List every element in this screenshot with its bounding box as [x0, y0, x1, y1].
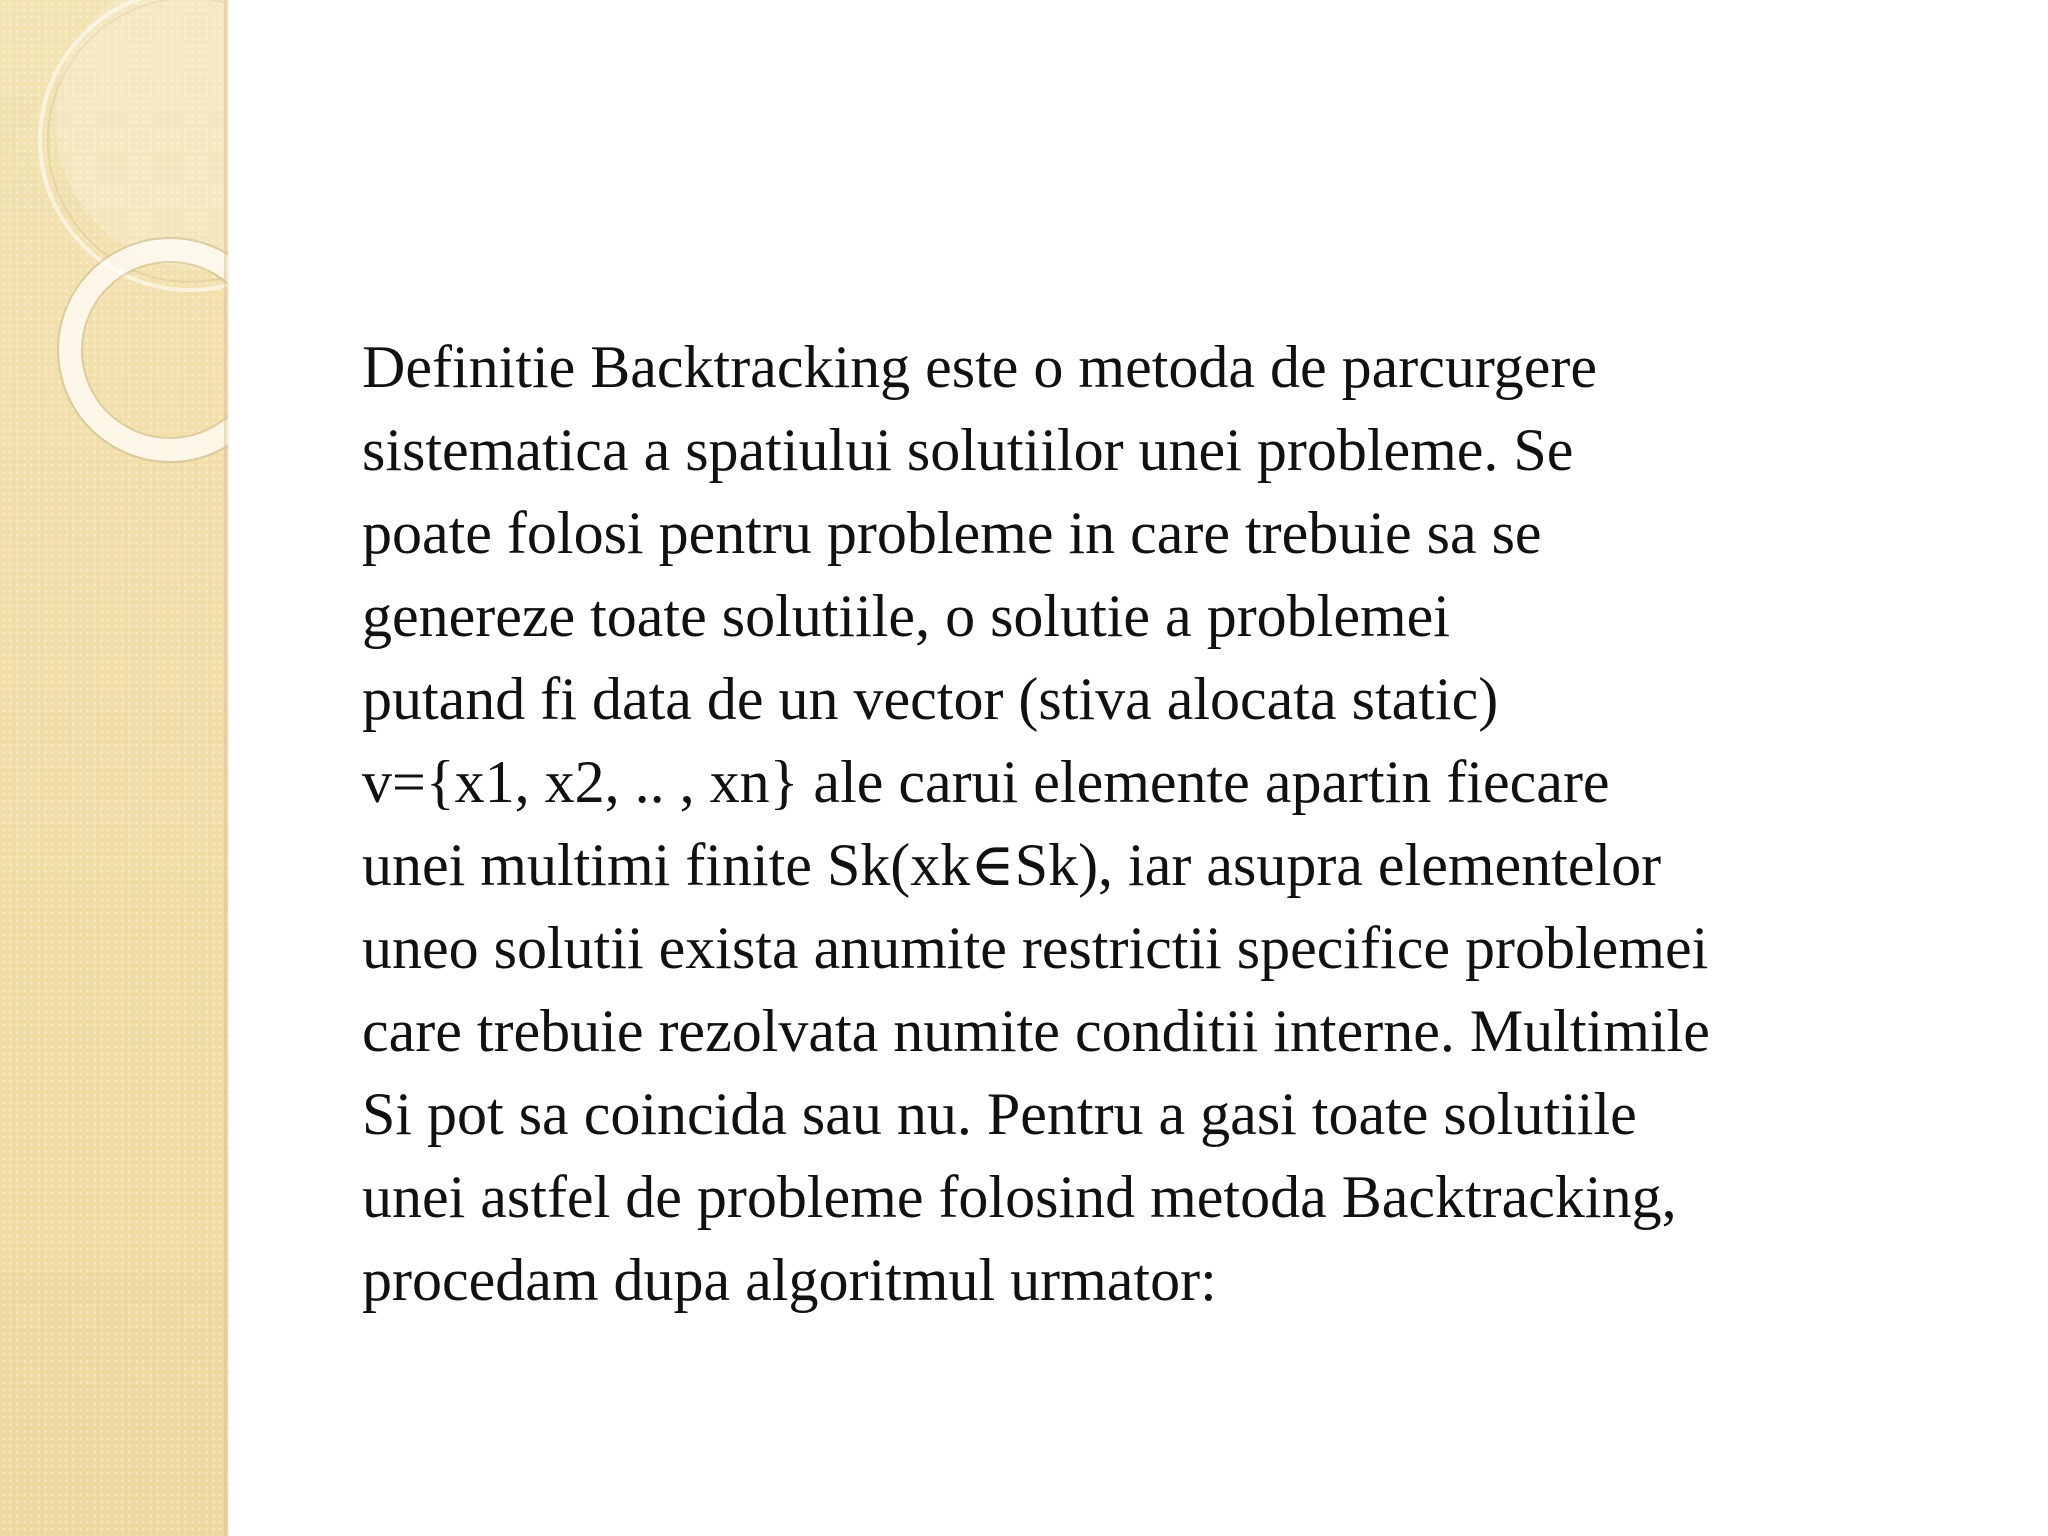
body-line: Definitie Backtracking este o metoda de parcurgere	[362, 334, 1598, 400]
body-line: care trebuie rezolvata numite conditii interne. Multimile	[362, 998, 1710, 1064]
ring-decoration	[70, 250, 228, 450]
body-line: v={x1, x2, .. , xn} ale carui elemente apartin fiecare	[362, 749, 1610, 815]
side-strip-edge	[224, 0, 230, 1536]
decorative-circles-graphic	[0, 0, 228, 520]
slide-body-text	[362, 326, 1922, 1322]
body-line: uneo solutii exista anumite restrictii specifice problemei	[362, 915, 1709, 981]
body-line: genereze toate solutiile, o solutie a problemei	[362, 583, 1450, 649]
body-line: poate folosi pentru probleme in care trebuie sa se	[362, 500, 1542, 566]
body-line: procedam dupa algoritmul urmator:	[362, 1247, 1217, 1313]
body-line: unei astfel de probleme folosind metoda Backtracking,	[362, 1164, 1677, 1230]
body-line: unei multimi finite Sk(xk∈Sk), iar asupra elementelor	[362, 832, 1662, 898]
decorative-side-strip	[0, 0, 228, 1536]
body-line: Si pot sa coincida sau nu. Pentru a gasi toate solutiile	[362, 1081, 1637, 1147]
body-line: sistematica a spatiului solutiilor unei probleme. Se	[362, 417, 1574, 483]
body-line: putand fi data de un vector (stiva alocata static)	[362, 666, 1499, 732]
